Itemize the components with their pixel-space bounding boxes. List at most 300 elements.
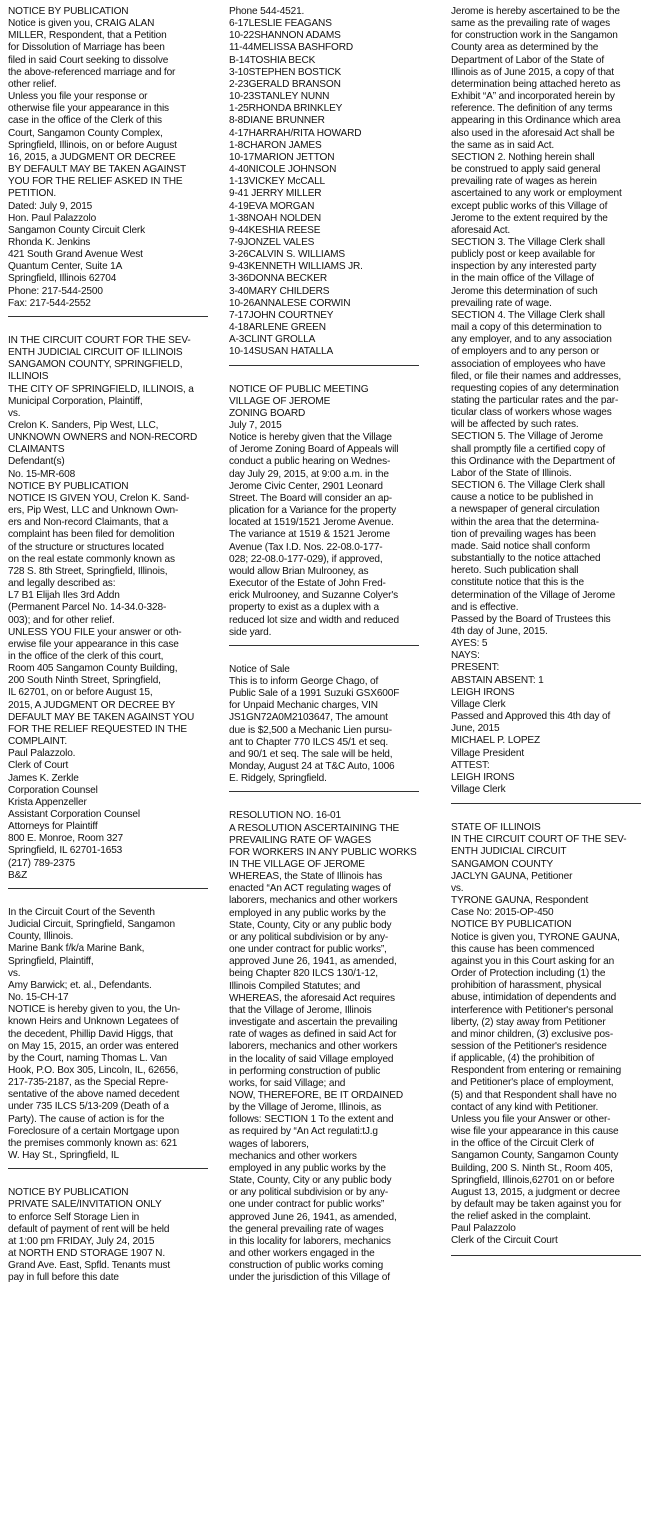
notice-line: PRESENT: bbox=[451, 662, 500, 674]
notice-line: Marine Bank f/k/a Marine Bank, bbox=[8, 943, 145, 955]
notice-divider bbox=[229, 645, 419, 646]
notice-line: Respondent from entering or remaining bbox=[451, 1065, 622, 1077]
notice-line: This is to inform George Chago, of bbox=[229, 675, 379, 687]
notice-line: in performing construction of public bbox=[229, 1065, 381, 1077]
notice-line: day July 29, 2015, at 9:00 a.m. in the bbox=[229, 468, 389, 480]
notice-line: association of employees who have bbox=[451, 358, 606, 370]
notice-line: reduced lot size and width and reduced bbox=[229, 614, 399, 626]
notice-line: for Dissolution of Marriage has been bbox=[8, 42, 165, 54]
notice-line: TYRONE GAUNA, Respondent bbox=[451, 895, 589, 907]
notice-line: rate of wages as defined in said Act for bbox=[229, 1029, 397, 1041]
notice-line: Department of Labor of the State of bbox=[451, 54, 604, 66]
notice-line: Village Clerk bbox=[451, 698, 506, 710]
notice-line: 421 South Grand Avenue West bbox=[8, 249, 143, 261]
notice-line: 200 South Ninth Street, Springfield, bbox=[8, 675, 161, 687]
notice-line: contact of any kind with Petitioner. bbox=[451, 1101, 599, 1113]
notice-line: determination of the Village of Jerome bbox=[451, 589, 616, 601]
notice-line: stating the particular rates and the par- bbox=[451, 395, 619, 406]
notice-line: enacted “An ACT regulating wages of bbox=[229, 883, 391, 895]
notice-line: B-14TOSHIA BECK bbox=[229, 54, 316, 66]
notice-line: Paul Palazzolo. bbox=[8, 748, 76, 760]
notice-divider bbox=[8, 316, 208, 317]
notice-line: publicly post or keep available for bbox=[451, 249, 595, 261]
notice-line: (5) and that Respondent shall have no bbox=[451, 1089, 617, 1101]
notice-divider bbox=[451, 1255, 641, 1256]
notice-line: default of payment of rent will be held bbox=[8, 1223, 170, 1235]
notice-line: June, 2015 bbox=[451, 723, 500, 735]
notice-line: LEIGH IRONS bbox=[451, 686, 515, 698]
notice-line: Municipal Corporation, Plaintiff, bbox=[8, 395, 143, 407]
notice-line: on the real estate commonly known as bbox=[8, 553, 175, 565]
notice-line: under 735 ILCS 5/13-209 (Death of a bbox=[8, 1101, 169, 1113]
notice-line: in the main office of the Village of bbox=[451, 273, 594, 285]
notice-line: ENTH JUDICIAL CIRCUIT bbox=[451, 846, 567, 858]
notice-line: property to exist as a duplex with a bbox=[229, 602, 380, 614]
notice-line: CLAIMANTS bbox=[8, 444, 65, 456]
notice-line: August 13, 2015, a judgment or decree bbox=[451, 1186, 620, 1198]
notice-line: construction of public works coming bbox=[229, 1260, 384, 1272]
notice-line: wise file your appearance in this cause bbox=[451, 1126, 619, 1138]
notice-line: Clerk of the Circuit Court bbox=[451, 1235, 558, 1247]
notice-line: 7-17JOHN COURTNEY bbox=[229, 309, 334, 321]
notice-line: State, County, City or any public body bbox=[229, 1175, 392, 1187]
notice-line: ant to Chapter 770 ILCS 45/1 et seq. bbox=[229, 736, 389, 748]
notice-line: or any political subdivision or by any- bbox=[229, 1187, 389, 1199]
notice-line: for construction work in the Sangamon bbox=[451, 30, 618, 42]
notice-line: filed, or file their names and addresses, bbox=[451, 370, 622, 382]
notice-line: FOR WORKERS IN ANY PUBLIC WORKS bbox=[229, 846, 417, 858]
notice-line: FOR THE RELIEF REQUESTED IN THE bbox=[8, 723, 187, 735]
notice-line: (217) 789-2375 bbox=[8, 857, 75, 869]
notice-line: State, County, City or any public body bbox=[229, 919, 392, 931]
notice-divider bbox=[8, 1168, 208, 1169]
legal-notice bbox=[229, 384, 419, 639]
notice-line: Unless you file your Answer or other- bbox=[451, 1113, 611, 1125]
notice-line: James K. Zerkle bbox=[8, 772, 79, 784]
notice-divider bbox=[229, 791, 419, 792]
notice-line: by default may be taken against you for bbox=[451, 1199, 622, 1210]
notice-line: NOTICE BY PUBLICATION bbox=[8, 1187, 129, 1199]
notice-line: for Unpaid Mechanic charges, VIN bbox=[229, 700, 378, 712]
notice-line: works, for said Village; and bbox=[229, 1077, 346, 1089]
notice-line: Clerk of Court bbox=[8, 760, 69, 772]
notice-line: one under contract for public works”, bbox=[229, 944, 387, 956]
notice-line: SECTION 3. The Village Clerk shall bbox=[451, 236, 605, 248]
notice-line: Public Sale of a 1991 Suzuki GSX600F bbox=[229, 688, 400, 700]
notice-line: JS1GN72A0M2103647, The amount bbox=[229, 712, 388, 724]
notice-line: 1-38NOAH NOLDEN bbox=[229, 212, 321, 224]
notice-line: 4-18ARLENE GREEN bbox=[229, 322, 326, 334]
notice-line: complaint has been filed for demolition bbox=[8, 529, 175, 541]
notice-line: B&Z bbox=[8, 869, 28, 881]
notice-line: inspection by any interested party bbox=[451, 261, 597, 273]
notice-line: UNKNOWN OWNERS and NON-RECORD bbox=[8, 432, 198, 444]
legal-notice bbox=[8, 335, 208, 882]
notice-line: MICHAEL P. LOPEZ bbox=[451, 735, 541, 747]
notice-line: if applicable, (4) the prohibition of bbox=[451, 1053, 595, 1065]
notice-line: shall promptly file a certified copy of bbox=[451, 443, 606, 455]
notice-line: Sangamon County Circuit Clerk bbox=[8, 224, 146, 236]
notice-line: Executor of the Estate of John Fred- bbox=[229, 578, 386, 590]
notice-line: the same as in said Act. bbox=[451, 139, 555, 151]
notice-line: vs. bbox=[8, 967, 21, 979]
notice-line: COMPLAINT. bbox=[8, 736, 68, 748]
notice-line: IN THE CIRCUIT COURT OF THE SEV- bbox=[451, 834, 627, 846]
notice-line: NOTICE OF PUBLIC MEETING bbox=[229, 383, 369, 395]
notice-line: Quantum Center, Suite 1A bbox=[8, 261, 123, 273]
notice-line: IN THE VILLAGE OF JEROME bbox=[229, 859, 365, 870]
notice-line: of the structure or structures located bbox=[8, 541, 164, 553]
notice-line: MILLER, Respondent, that a Petition bbox=[8, 30, 167, 42]
column-2 bbox=[229, 6, 419, 1284]
notice-line: tion of prevailing wages has been bbox=[451, 528, 596, 540]
notice-line: laborers, mechanics and other workers bbox=[229, 1041, 398, 1053]
legal-notice bbox=[229, 810, 419, 1284]
legal-notice bbox=[229, 664, 419, 786]
notice-line: 8-8DIANE BRUNNER bbox=[229, 115, 325, 127]
notice-line: Judicial Circuit, Springfield, Sangamon bbox=[8, 919, 175, 931]
notice-line: that the Village of Jerome, Illinois bbox=[229, 1004, 372, 1016]
notice-line: Springfield, Illinois 62704 bbox=[8, 273, 117, 285]
notice-line: SECTION 4. The Village Clerk shall bbox=[451, 309, 605, 321]
notice-line: NOTICE BY PUBLICATION bbox=[8, 480, 129, 492]
notice-line: Room 405 Sangamon County Building, bbox=[8, 663, 178, 675]
notice-line: follows: SECTION 1 To the extent and bbox=[229, 1114, 394, 1126]
notice-line: cause a notice to be published in bbox=[451, 492, 594, 504]
notice-line: Amy Barwick; et. al., Defendants. bbox=[8, 979, 152, 991]
notice-line: aforesaid Act. bbox=[451, 224, 511, 236]
notice-line: WHEREAS, the State of Illinois has bbox=[229, 871, 383, 883]
notice-line: AYES: 5 bbox=[451, 638, 488, 650]
notice-line: 4-40NICOLE JOHNSON bbox=[229, 164, 337, 176]
notice-line: Court, Sangamon County Complex, bbox=[8, 127, 163, 139]
notice-line: the decedent, Phillip David Higgs, that bbox=[8, 1028, 173, 1040]
notice-line: JACLYN GAUNA, Petitioner bbox=[451, 870, 573, 882]
notice-line: 11-44MELISSA BASHFORD bbox=[229, 42, 354, 54]
notice-line: NOTICE IS GIVEN YOU, Crelon K. Sand- bbox=[8, 492, 190, 504]
legal-notice bbox=[229, 6, 419, 359]
notice-divider bbox=[229, 365, 419, 366]
notice-line: Hook, P.O. Box 305, Lincoln, IL, 62656, bbox=[8, 1064, 179, 1076]
notice-line: hereto. Such publication shall bbox=[451, 565, 579, 577]
notice-line: Jerome is hereby ascertained to be the bbox=[451, 6, 620, 17]
notice-line: Phone: 217-544-2500 bbox=[8, 285, 103, 297]
notice-line: NAYS: bbox=[451, 650, 480, 662]
notice-line: Jerome to the extent required by the bbox=[451, 212, 608, 224]
column-3 bbox=[451, 6, 641, 1274]
notice-line: located at 1519/1521 Jerome Avenue. bbox=[229, 517, 394, 529]
notice-line: substantially to the notice attached bbox=[451, 553, 601, 565]
notice-line: and 90/1 et seq. The sale will be held, bbox=[229, 748, 393, 760]
notice-line: within the area that the determina- bbox=[451, 516, 599, 528]
notice-line: also used in the aforesaid Act shall be bbox=[451, 127, 615, 139]
notice-line: a newspaper of general circulation bbox=[451, 504, 600, 516]
notice-line: E. Ridgely, Springfield. bbox=[229, 773, 327, 785]
notice-line: Monday, August 24 at T&C Auto, 1006 bbox=[229, 761, 395, 773]
notice-line: Paul Palazzolo bbox=[451, 1223, 516, 1235]
notice-line: ers, Pip West, LLC and Unknown Own- bbox=[8, 505, 179, 517]
notice-line: and is effective. bbox=[451, 601, 519, 613]
notice-line: prevailing rate of wages as herein bbox=[451, 176, 597, 188]
notice-line: ABSTAIN ABSENT: 1 bbox=[451, 674, 544, 686]
notice-line: investigate and ascertain the prevailing bbox=[229, 1017, 398, 1029]
notice-line: would allow Brian Mulrooney, as bbox=[229, 565, 369, 577]
notice-line: 1-13VICKEY McCALL bbox=[229, 176, 326, 188]
notice-line: the premises commonly known as: 621 bbox=[8, 1137, 178, 1149]
notice-line: and other workers engaged in the bbox=[229, 1248, 375, 1259]
notice-line: LEIGH IRONS bbox=[451, 771, 515, 783]
notice-line: NOW, THEREFORE, BE IT ORDAINED bbox=[229, 1089, 404, 1101]
notice-line: except public works of this Village of bbox=[451, 200, 608, 212]
notice-line: interference with Petitioner's personal bbox=[451, 1004, 614, 1016]
notice-line: 10-22SHANNON ADAMS bbox=[229, 30, 341, 42]
notice-line: be construed to apply said general bbox=[451, 164, 601, 176]
notice-line: IN THE CIRCUIT COURT FOR THE SEV- bbox=[8, 334, 191, 346]
notice-line: 9-41 JERRY MILLER bbox=[229, 188, 322, 200]
notice-line: Crelon K. Sanders, Pip West, LLC, bbox=[8, 420, 159, 431]
notice-line: to enforce Self Storage Lien in bbox=[8, 1211, 140, 1223]
notice-line: PRIVATE SALE/INVITATION ONLY bbox=[8, 1199, 162, 1211]
notice-line: Hon. Paul Palazzolo bbox=[8, 212, 97, 224]
notice-line: Notice of Sale bbox=[229, 663, 290, 675]
notice-line: sentative of the above named decedent bbox=[8, 1089, 180, 1101]
notice-line: ers and Non-record Claimants, that a bbox=[8, 517, 169, 529]
notice-line: ticular class of workers whose wages bbox=[451, 407, 612, 419]
notice-line: mail a copy of this determination to bbox=[451, 322, 602, 334]
notice-line: 16, 2015, a JUDGMENT OR DECREE bbox=[8, 151, 176, 163]
notice-line: Krista Appenzeller bbox=[8, 796, 87, 808]
notice-line: Assistant Corporation Counsel bbox=[8, 809, 140, 820]
notice-line: 728 S. 8th Street, Springfield, Illinois, bbox=[8, 565, 168, 577]
notice-line: known Heirs and Unknown Legatees of bbox=[8, 1016, 179, 1028]
notice-line: or any political subdivision or by any- bbox=[229, 931, 389, 943]
notice-line: County, Illinois. bbox=[8, 931, 74, 943]
notice-line: ATTEST: bbox=[451, 759, 490, 771]
notice-line: the above-referenced marriage and for bbox=[8, 66, 176, 78]
notice-line: wages of laborers, bbox=[229, 1138, 309, 1150]
notice-line: abuse, intimidation of dependents and bbox=[451, 992, 617, 1004]
notice-line: Village President bbox=[451, 747, 525, 759]
notice-line: Passed and Approved this 4th day of bbox=[451, 711, 611, 723]
notice-line: prohibition of harassment, physical bbox=[451, 980, 602, 992]
legal-notice bbox=[8, 907, 208, 1162]
notice-line: Corporation Counsel bbox=[8, 784, 98, 796]
notice-line: this cause has been commenced bbox=[451, 943, 595, 955]
notice-line: will be affected by such rates. bbox=[451, 419, 579, 431]
column-1 bbox=[8, 6, 208, 1284]
notice-line: in the office of the Circuit Clerk of bbox=[451, 1138, 594, 1150]
notice-line: Foreclosure of a certain Mortgage upon bbox=[8, 1125, 180, 1137]
notice-line: ILLINOIS bbox=[8, 371, 49, 383]
notice-line: SECTION 6. The Village Clerk shall bbox=[451, 480, 605, 492]
notice-line: the general prevailing rate of wages bbox=[229, 1223, 384, 1235]
notice-line: IL 62701, on or before August 15, bbox=[8, 687, 153, 699]
notice-line: THE CITY OF SPRINGFIELD, ILLINOIS, a bbox=[8, 383, 194, 395]
notice-line: laborers, mechanics and other workers bbox=[229, 895, 398, 907]
notice-line: NOTICE BY PUBLICATION bbox=[8, 6, 129, 17]
notice-line: Jerome Civic Center, 2901 Leonard bbox=[229, 480, 383, 492]
notice-line: vs. bbox=[451, 882, 464, 894]
notice-line: plication for a Variance for the property bbox=[229, 505, 397, 517]
notice-line: 1-8CHARON JAMES bbox=[229, 139, 322, 151]
notice-line: same as the prevailing rate of wages bbox=[451, 18, 610, 30]
notice-line: The variance at 1519 & 1521 Jerome bbox=[229, 529, 390, 541]
notice-line: Exhibit “A” and incorporated herein by bbox=[451, 91, 615, 103]
notice-line: Springfield, Plaintiff, bbox=[8, 955, 94, 967]
notice-line: BY DEFAULT MAY BE TAKEN AGAINST bbox=[8, 164, 187, 176]
notice-line: No. 15-CH-17 bbox=[8, 992, 69, 1004]
notice-line: W. Hay St., Springfield, IL bbox=[8, 1150, 119, 1162]
notice-line: any employer, and to any association bbox=[451, 334, 612, 346]
notice-line: Notice is given you, CRAIG ALAN bbox=[8, 18, 155, 30]
notice-line: due is $2,500 a Mechanic Lien pursu- bbox=[229, 724, 392, 736]
notice-line: A-3CLINT GROLLA bbox=[229, 334, 316, 346]
notice-line: ENTH JUDICIAL CIRCUIT OF ILLINOIS bbox=[8, 347, 183, 359]
notice-line: pay in full before this date bbox=[8, 1272, 119, 1284]
notice-line: 800 E. Monroe, Room 327 bbox=[8, 833, 123, 845]
notice-line: NOTICE is hereby given to you, the Un- bbox=[8, 1004, 181, 1016]
notice-line: 3-10STEPHEN BOSTICK bbox=[229, 66, 342, 78]
notice-line: YOU FOR THE RELIEF ASKED IN THE bbox=[8, 176, 183, 188]
notice-line: Building, 200 S. Ninth St., Room 405, bbox=[451, 1162, 613, 1174]
notice-line: Sangamon County, Sangamon County bbox=[451, 1150, 619, 1162]
legal-notice bbox=[451, 6, 641, 796]
notice-line: Case No: 2015-OP-450 bbox=[451, 907, 554, 919]
notice-line: 217-735-2187, as the Special Repre- bbox=[8, 1077, 169, 1089]
notice-line: Grand Ave. East, Spfld. Tenants must bbox=[8, 1260, 170, 1272]
notice-line: 9-43KENNETH WILLIAMS JR. bbox=[229, 261, 363, 273]
notice-line: Jerome this determination of such bbox=[451, 285, 598, 297]
notice-line: in the office of the clerk of this court, bbox=[8, 650, 164, 662]
notice-line: against you in this Court asking for an bbox=[451, 955, 615, 967]
notice-line: ZONING BOARD bbox=[229, 407, 306, 419]
notice-line: at NORTH END STORAGE 1907 N. bbox=[8, 1248, 165, 1259]
notice-line: reference. The definition of any terms bbox=[451, 103, 613, 115]
notice-line: Springfield, Illinois,62701 on or before bbox=[451, 1174, 615, 1186]
notice-line: at 1:00 pm FRIDAY, July 24, 2015 bbox=[8, 1235, 155, 1247]
notice-line: 10-17MARION JETTON bbox=[229, 151, 335, 163]
notice-line: July 7, 2015 bbox=[229, 420, 282, 431]
notice-line: erick Mulrooney, and Suzanne Colyer's bbox=[229, 590, 398, 602]
notice-line: DEFAULT MAY BE TAKEN AGAINST YOU bbox=[8, 711, 195, 723]
notice-line: the relief asked in the complaint. bbox=[451, 1211, 591, 1223]
notice-line: on May 15, 2015, an order was entered bbox=[8, 1040, 179, 1052]
notice-line: filed in said Court seeking to dissolve bbox=[8, 54, 169, 66]
notice-line: in the locality of said Village employed bbox=[229, 1053, 394, 1065]
notice-line: SANGAMON COUNTY, SPRINGFIELD, bbox=[8, 359, 183, 371]
notice-line: and Petitioner's place of employment, bbox=[451, 1077, 614, 1089]
notice-line: by the Village of Jerome, Illinois, as bbox=[229, 1102, 382, 1114]
notice-line: Dated: July 9, 2015 bbox=[8, 200, 93, 212]
notice-line: Village Clerk bbox=[451, 784, 506, 795]
notice-line: being Chapter 820 ILCS 130/1-12, bbox=[229, 968, 378, 980]
notice-line: session of the Petitioner's residence bbox=[451, 1040, 607, 1052]
notice-line: VILLAGE OF JEROME bbox=[229, 395, 331, 407]
notice-divider bbox=[8, 888, 208, 889]
notice-line: 1-25RHONDA BRINKLEY bbox=[229, 103, 343, 115]
notice-line: 3-26CALVIN S. WILLIAMS bbox=[229, 249, 345, 261]
notice-line: this Ordinance with the Department of bbox=[451, 455, 615, 467]
notice-line: 2015, A JUDGMENT OR DECREE BY bbox=[8, 699, 176, 711]
notice-line: of Jerome Zoning Board of Appeals will bbox=[229, 444, 399, 456]
notice-line: SECTION 2. Nothing herein shall bbox=[451, 151, 595, 163]
notice-divider bbox=[451, 803, 641, 804]
notice-line: L7 B1 Elijah Iles 3rd Addn bbox=[8, 590, 120, 602]
notice-line: one under contract for public works” bbox=[229, 1199, 385, 1211]
notice-line: by the Court, naming Thomas L. Van bbox=[8, 1052, 167, 1064]
notice-line: mechanics and other workers bbox=[229, 1150, 357, 1162]
notice-line: Avenue (Tax I.D. Nos. 22-08.0-177- bbox=[229, 541, 383, 553]
notice-line: 4-19EVA MORGAN bbox=[229, 200, 315, 212]
notice-line: prevailing rate of wage. bbox=[451, 297, 552, 309]
notice-line: 10-14SUSAN HATALLA bbox=[229, 346, 334, 358]
notice-line: made. Said notice shall conform bbox=[451, 540, 590, 552]
notice-line: Unless you file your response or bbox=[8, 91, 148, 103]
notice-line: of employers and to any person or bbox=[451, 346, 600, 358]
notice-line: 9-44KESHIA REESE bbox=[229, 224, 321, 236]
notice-line: In the Circuit Court of the Seventh bbox=[8, 906, 155, 918]
notice-line: Party). The cause of action is for the bbox=[8, 1113, 165, 1125]
notice-line: vs. bbox=[8, 407, 21, 419]
notice-line: determination being attached hereto as bbox=[451, 78, 621, 90]
notice-line: Phone 544-4521. bbox=[229, 6, 305, 17]
notice-line: requesting copies of any determination bbox=[451, 382, 619, 394]
notice-line: in this locality for laborers, mechanics bbox=[229, 1235, 391, 1247]
notice-line: ascertained to any work or employment bbox=[451, 188, 622, 200]
notice-line: constitute notice that this is the bbox=[451, 577, 584, 589]
notice-line: Illinois as of June 2015, a copy of that bbox=[451, 66, 614, 78]
notice-line: RESOLUTION NO. 16-01 bbox=[229, 810, 341, 822]
notice-line: 10-23STANLEY NUNN bbox=[229, 91, 330, 103]
notice-line: and legally described as: bbox=[8, 578, 116, 590]
notice-line: Notice is given you, TYRONE GAUNA, bbox=[451, 931, 620, 943]
notice-line: WHEREAS, the aforesaid Act requires bbox=[229, 992, 395, 1004]
notice-line: Rhonda K. Jenkins bbox=[8, 236, 91, 248]
notice-line: approved June 26, 1941, as amended, bbox=[229, 1211, 397, 1223]
notice-line: Notice is hereby given that the Village bbox=[229, 432, 392, 444]
notice-line: case in the office of the Clerk of this bbox=[8, 115, 162, 127]
notice-line: 028; 22-08.0-177-029), if approved, bbox=[229, 553, 383, 565]
notice-line: employed in any public works by the bbox=[229, 907, 386, 919]
notice-line: and minor children, (3) exclusive pos- bbox=[451, 1028, 614, 1040]
notice-line: 7-9JONZEL VALES bbox=[229, 236, 315, 248]
notice-line: side yard. bbox=[229, 626, 272, 638]
notice-line: Labor of the State of Illinois. bbox=[451, 467, 572, 479]
notice-line: PREVAILING RATE OF WAGES bbox=[229, 834, 372, 846]
notice-line: STATE OF ILLINOIS bbox=[451, 822, 541, 834]
notice-line: 6-17LESLIE FEAGANS bbox=[229, 18, 332, 30]
notice-line: liberty, (2) stay away from Petitioner bbox=[451, 1016, 606, 1028]
notice-line: Attorneys for Plaintiff bbox=[8, 821, 98, 833]
notice-line: otherwise file your appearance in this bbox=[8, 103, 169, 115]
notice-line: erwise file your appearance in this case bbox=[8, 638, 179, 650]
notice-line: as required by “An Act regulati:tJ.g bbox=[229, 1126, 378, 1138]
notice-line: SECTION 5. The Village of Jerome bbox=[451, 431, 603, 443]
notice-line: UNLESS YOU FILE your answer or oth- bbox=[8, 626, 182, 638]
notice-line: Order of Protection including (1) the bbox=[451, 968, 606, 980]
notice-line: 10-26ANNALESE CORWIN bbox=[229, 297, 351, 309]
notice-line: Street. The Board will consider an ap- bbox=[229, 492, 392, 504]
notice-line: 4th day of June, 2015. bbox=[451, 625, 548, 637]
notice-line: Springfield, IL 62701-1653 bbox=[8, 845, 123, 857]
notice-line: employed in any public works by the bbox=[229, 1162, 386, 1174]
notice-line: 3-36DONNA BECKER bbox=[229, 273, 328, 285]
notice-line: conduct a public hearing on Wednes- bbox=[229, 456, 391, 468]
notice-line: 3-40MARY CHILDERS bbox=[229, 285, 330, 297]
notice-line: Springfield, Illinois, on or before August bbox=[8, 139, 177, 151]
notice-line: SANGAMON COUNTY bbox=[451, 858, 554, 870]
notice-line: 003); and for other relief. bbox=[8, 614, 115, 626]
